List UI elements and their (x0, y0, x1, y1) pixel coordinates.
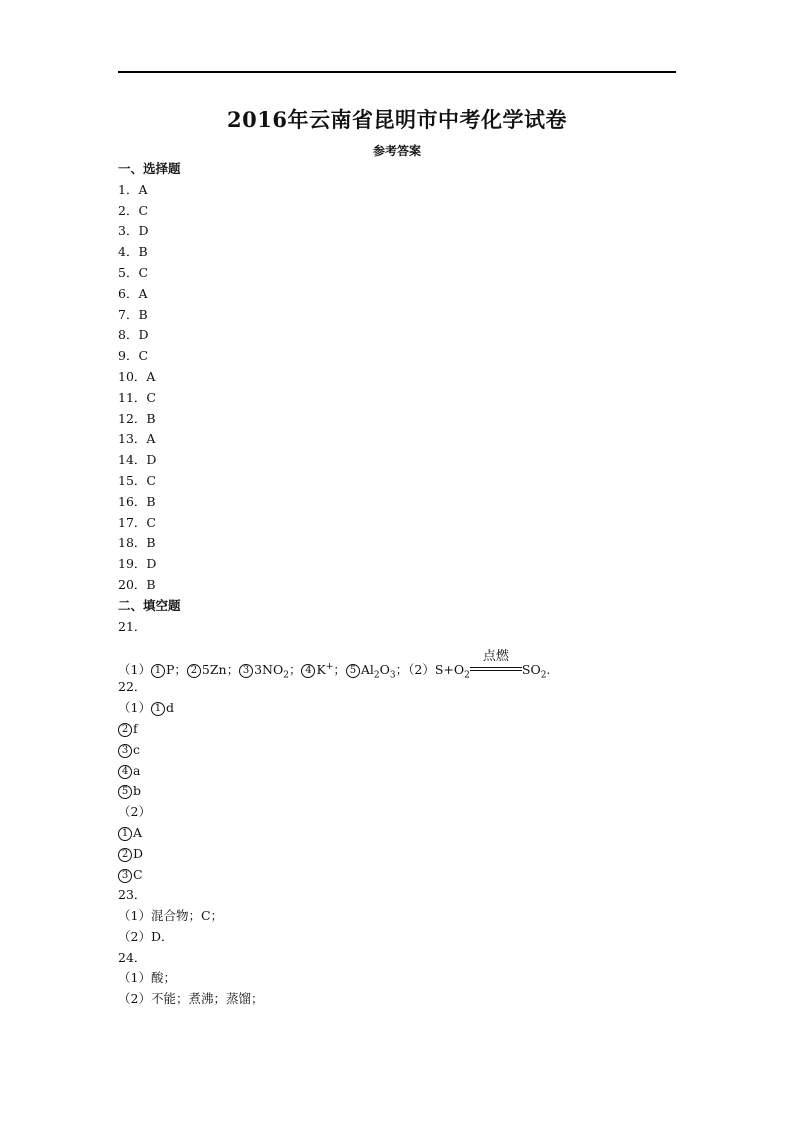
choice-answer: 4．B (118, 244, 148, 260)
q24-number: 24． (118, 949, 147, 965)
choice-answer: 3．D (118, 223, 149, 239)
choice-answer: 6．A (118, 285, 148, 301)
q21-answer: （1） 1 P； 2 5Zn； 3 $3NO_2$； 4 K+； 5 $Al_2O_3$；$(2)S+O_2$ 点燃 $SO_2$. (118, 648, 551, 681)
choice-answer: 20．B (118, 576, 156, 592)
circled-number: 2 (187, 664, 201, 678)
choice-answer: 2．C (118, 202, 149, 218)
q22-item: 2 f (118, 719, 718, 740)
reaction-condition: 点燃 (482, 648, 509, 664)
q23-line: （2）D． (118, 928, 174, 944)
reaction-equals-sign (470, 648, 522, 678)
q22-item: 4 a (118, 761, 718, 782)
choice-answer: 15．C (118, 472, 156, 488)
choice-answer: 10．A (118, 368, 156, 384)
q24-line: （2）不能；煮沸；蒸馏； (118, 991, 264, 1007)
choice-answer: 16．B (118, 493, 156, 509)
choice-answer: 17．C (118, 514, 156, 530)
choice-answer: 14．D (118, 452, 157, 468)
page-subtitle: 参考答案 (372, 144, 421, 158)
choice-answer: 13．A (118, 431, 156, 447)
choice-answer: 8．D (118, 327, 149, 343)
q22-item: 3 c (118, 740, 718, 761)
choice-answer: 11．C (118, 389, 156, 405)
q22-item: 2 D (118, 844, 718, 865)
circled-number: 1 (151, 664, 165, 678)
circled-number: 4 (118, 765, 132, 779)
section-heading-choice: 一、选择题 (118, 161, 181, 176)
q22-item: 5 b (118, 781, 718, 802)
section-heading-fill: 二、填空题 (118, 597, 181, 613)
choice-answer: 7．B (118, 306, 148, 322)
circled-number: 2 (118, 723, 132, 737)
header-rule (118, 71, 676, 73)
q21-number: 21． (118, 618, 147, 634)
q22-item: 3 C (118, 865, 718, 886)
circled-number: 5 (118, 785, 132, 799)
choice-answer: 12．B (118, 410, 156, 426)
choice-answer: 5．C (118, 264, 149, 280)
q22-item: （1） 1 d (118, 700, 174, 716)
q22-item: 1 A (118, 823, 718, 844)
circled-number: 1 (118, 827, 132, 841)
circled-number: 3 (239, 664, 253, 678)
choice-answer: 1．A (118, 181, 148, 197)
q22-part2: （2） (118, 804, 151, 820)
page-title: 2016年云南省昆明市中考化学试卷 (227, 107, 567, 132)
choice-answer: 19．D (118, 556, 157, 572)
circled-number: 3 (118, 869, 132, 883)
q22-number: 22． (118, 679, 147, 695)
circled-number: 1 (151, 702, 165, 716)
answer-content (118, 159, 718, 1010)
choice-answer-list (118, 180, 718, 596)
q24-line: （1）酸； (118, 970, 176, 986)
circled-number: 4 (301, 664, 315, 678)
circled-number: 2 (118, 848, 132, 862)
circled-number: 5 (346, 664, 360, 678)
choice-answer: 18．B (118, 535, 156, 551)
circled-number: 3 (118, 744, 132, 758)
q23-line: （1）混合物；C； (118, 908, 224, 924)
choice-answer: 9．C (118, 348, 149, 364)
q23-number: 23． (118, 887, 147, 903)
